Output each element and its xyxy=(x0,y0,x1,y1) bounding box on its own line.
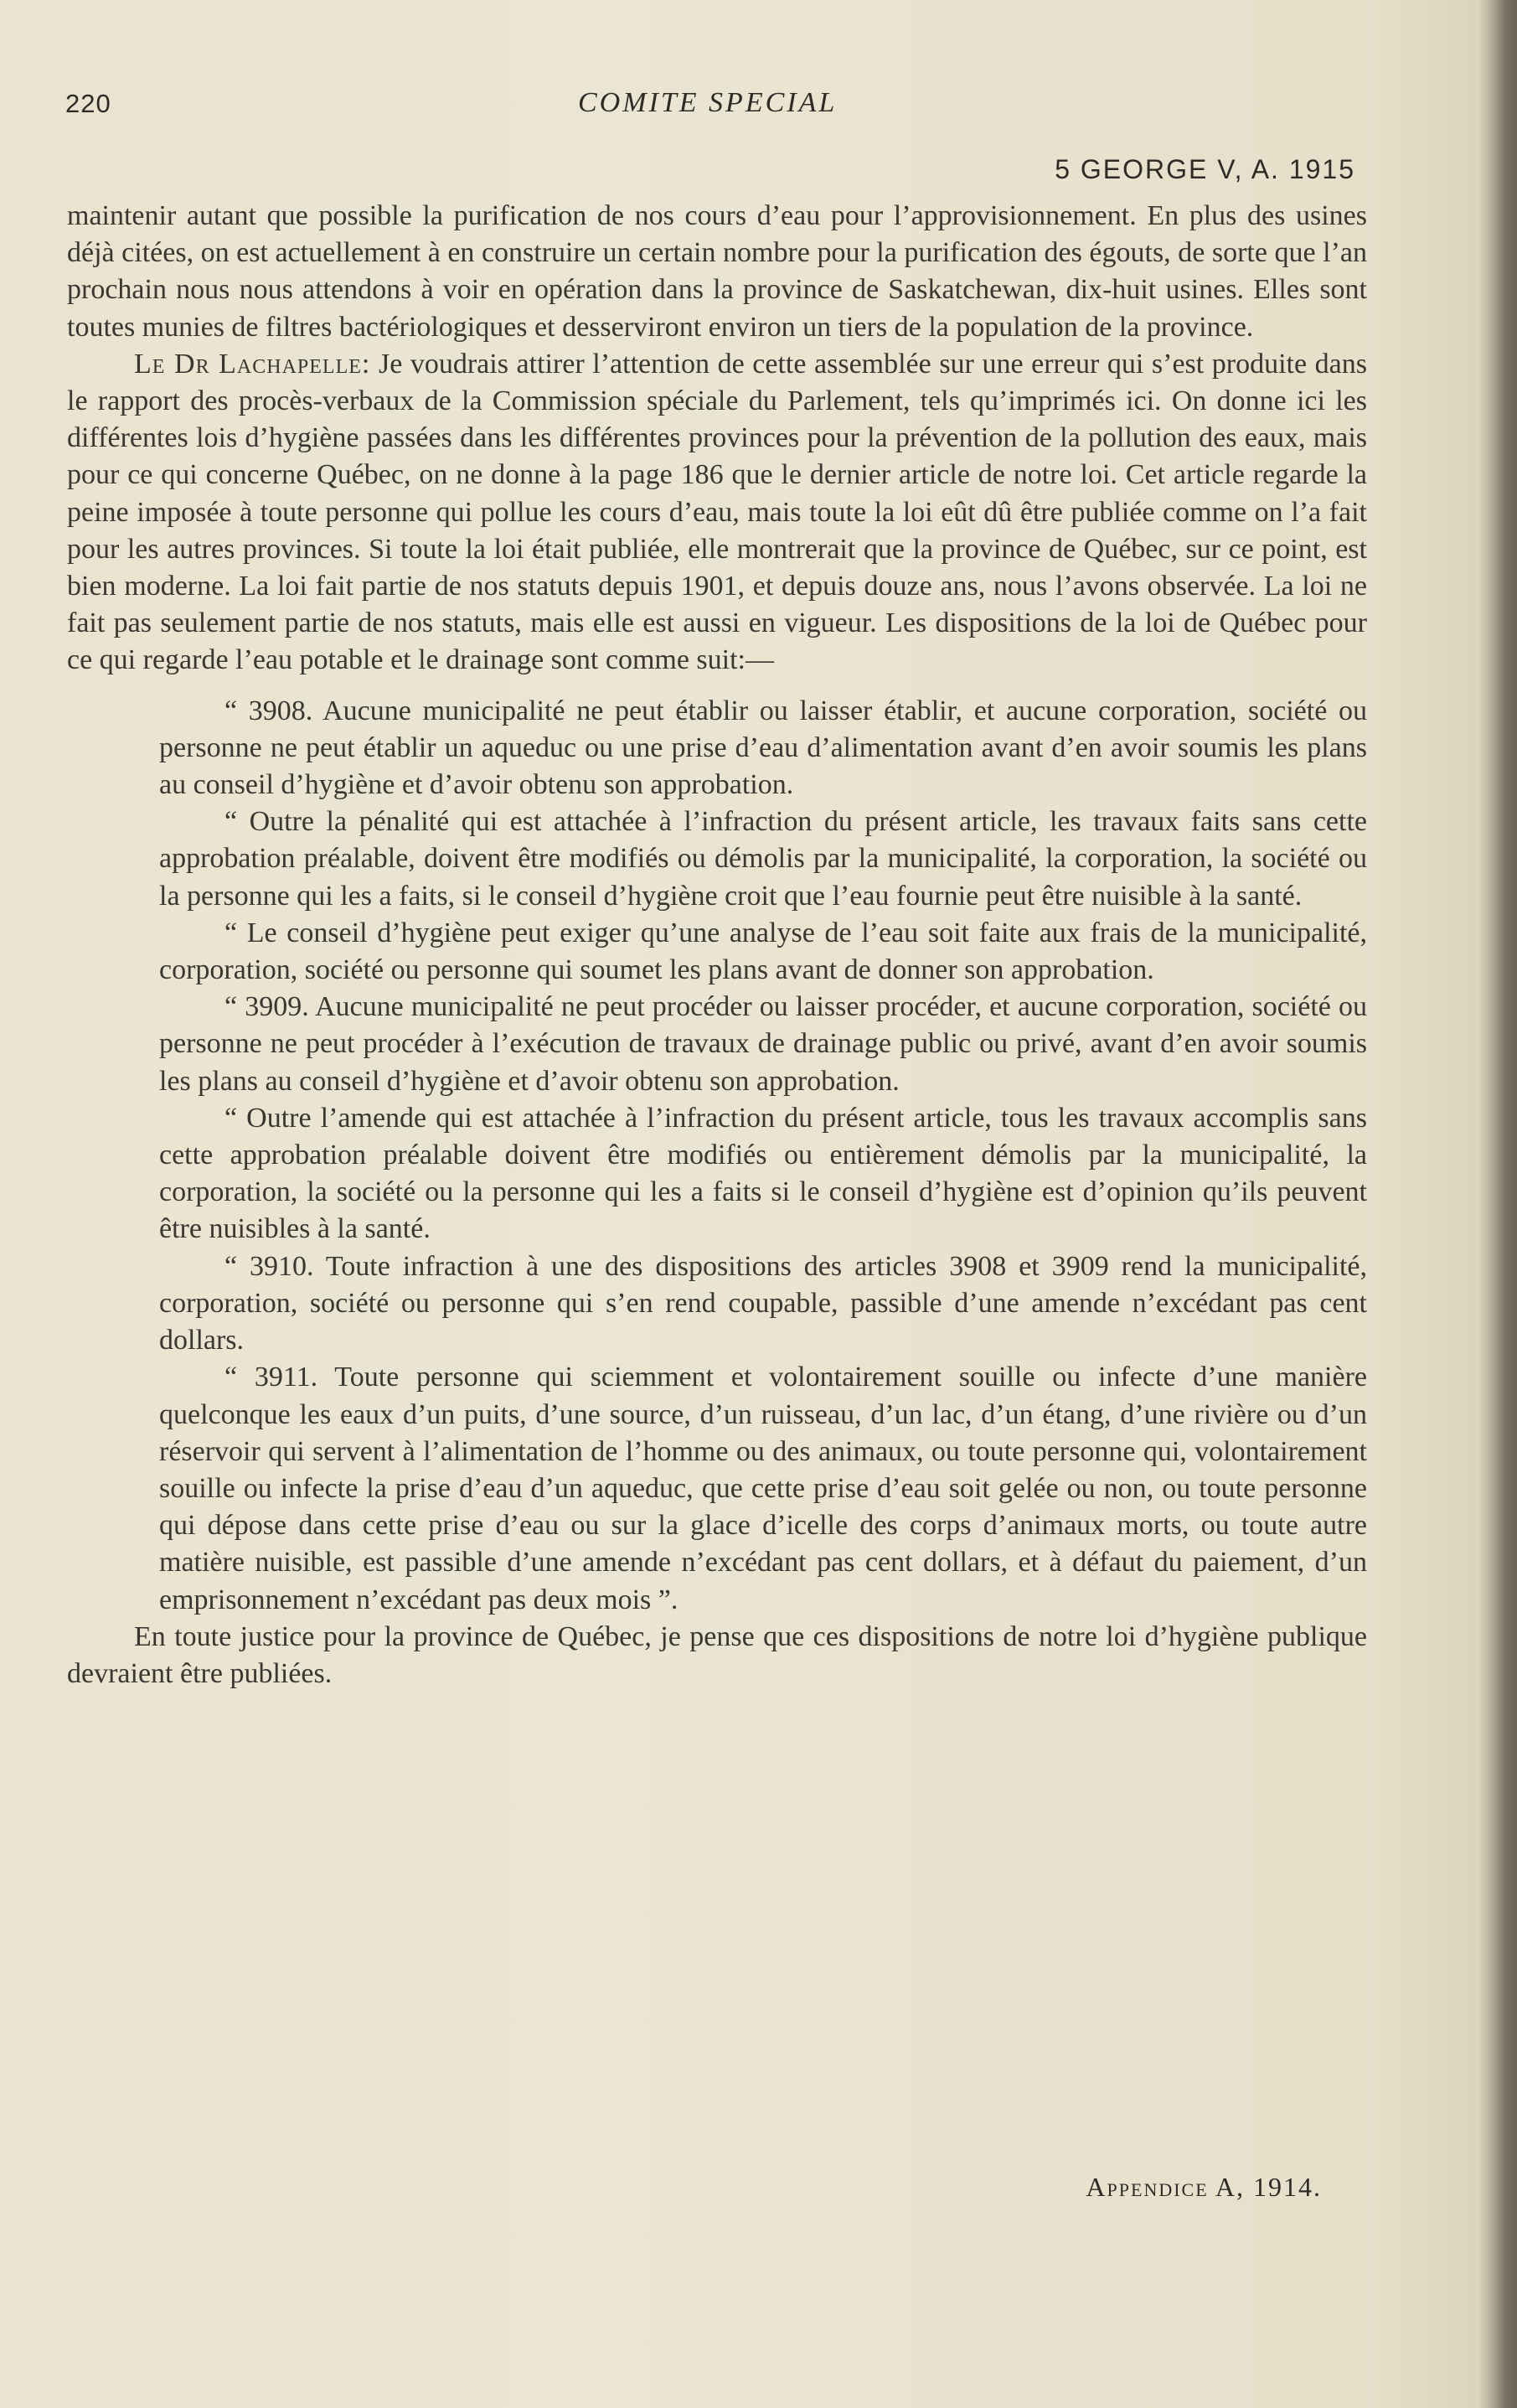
quoted-article: “ Le conseil d’hygiène peut exiger qu’une analyse de l’eau soit faite aux frais de la municipalité, corporation, société ou personne qui soumet les plans avant de donner son approbation. xyxy=(159,917,1367,986)
running-title: COMITE SPECIAL xyxy=(578,87,838,118)
session-header: 5 GEORGE V, A. 1915 xyxy=(1055,154,1355,184)
quoted-article: “ 3911. Toute personne qui sciemment et volontairement souille ou infecte d’une manière quelconque les eaux d’un puits, d’une source, d’un ruisseau, d’un lac, d’un étang, d’une rivière ou d’un réservoir qui servent à l’alimentation de l’homme ou des animaux, ou toute personne qui, volontairement souille ou infecte la prise d’eau d’un aqueduc, que cette prise d’eau soit gelée ou non, ou toute personne qui dépose dans cette prise d’eau ou sur la glace d’icelle des corps d’animaux morts, ou toute autre matière nuisible, est passible d’une amende n’excédant pas cent dollars, et à défaut du paiement, d’un emprisonnement n’excédant pas deux mois ”. xyxy=(159,1362,1367,1615)
appendix-reference: Appendice A, 1914. xyxy=(1086,2172,1322,2202)
speaker-name: Le Dr Lachapelle: xyxy=(134,348,371,380)
binding-shadow xyxy=(1478,0,1517,2408)
quoted-article: “ 3910. Toute infraction à une des dispositions des articles 3908 et 3909 rend la municipalité, corporation, société ou personne qui s’en rend coupable, passible d’une amende n’excédant pas cent dollars. xyxy=(159,1250,1367,1356)
closing-paragraph: En toute justice pour la province de Québec, je pense que ces dispositions de notre loi d’hygiène publique devraient être publiées. xyxy=(67,1620,1367,1689)
quoted-article: “ Outre l’amende qui est attachée à l’infraction du présent article, tous les travaux accomplis sans cette approbation préalable doivent être modifiés ou entièrement démolis par la municipalité, la corporation, la société ou la personne qui les a faits si le conseil d’hygiène est d’opinion qu’ils peuvent être nuisibles à la santé. xyxy=(159,1102,1367,1245)
paragraph-speaker xyxy=(67,346,1367,680)
quoted-law-block xyxy=(159,693,1367,1619)
quoted-article: “ Outre la pénalité qui est attachée à l’infraction du présent article, les travaux faits sans cette approbation préalable, doivent être modifiés ou démolis par la municipalité, la corporation, la société ou la personne qui les a faits, si le conseil d’hygiène croit que l’eau fournie peut être nuisible à la santé. xyxy=(159,806,1367,912)
quoted-article: “ 3908. Aucune municipalité ne peut établir ou laisser établir, et aucune corporation, société ou personne ne peut établir un aqueduc ou une prise d’eau d’alimentation avant d’en avoir soumis les plans au conseil d’hygiène et d’avoir obtenu son approbation. xyxy=(159,695,1367,801)
speaker-text: Je voudrais attirer l’attention de cette assemblée sur une erreur qui s’est produite dans le rapport des procès-verbaux de la Commission spéciale du Parlement, tels qu’imprimés ici. On donne ici les différentes lois d’hygiène passées dans les différentes provinces pour la prévention de la pollution des eaux, mais pour ce qui concerne Québec, on ne donne à la page 186 que le dernier article de notre loi. Cet article regarde la peine imposée à toute personne qui pollue les cours d’eau, mais toute la loi eût dû être publiée comme on l’a fait pour les autres provinces. Si toute la loi était publiée, elle montrerait que la province de Québec, sur ce point, est bien moderne. La loi fait partie de nos statuts depuis 1901, et depuis douze ans, nous l’avons observée. La loi ne fait pas seulement partie de nos statuts, mais elle est aussi en vigueur. Les dispositions de la loi de Québec pour ce qui regarde l’eau potable et le drainage sont comme suit:— xyxy=(67,348,1368,676)
body-text xyxy=(67,198,1367,1692)
paragraph: maintenir autant que possible la purification de nos cours d’eau pour l’approvisionnement. En plus des usines déjà citées, on est actuellement à en construire un certain nombre pour la purification des égouts, de sorte que l’an prochain nous nous attendons à voir en opération dans la province de Saskatchewan, dix-huit usines. Elles sont toutes munies de filtres bactériologiques et desserviront environ un tiers de la population de la province. xyxy=(67,200,1367,343)
quoted-article: “ 3909. Aucune municipalité ne peut procéder ou laisser procéder, et aucune corporation, société ou personne ne peut procéder à l’exécution de travaux de drainage public ou privé, avant d’en avoir soumis les plans au conseil d’hygiène et d’avoir obtenu son approbation. xyxy=(159,991,1367,1097)
page-number: 220 xyxy=(65,89,111,118)
